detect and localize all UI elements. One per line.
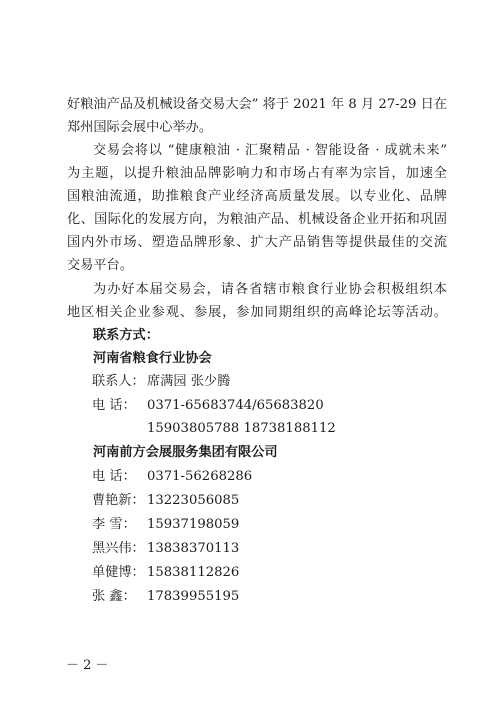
org2-row-value: 15838112826 — [147, 565, 240, 580]
body-line-9: 为办好本届交易会，请各省辖市粮食行业协会积极组织本 — [93, 282, 447, 297]
org2-row-value: 0371-56268286 — [147, 469, 253, 484]
org2-row — [92, 469, 252, 485]
org2-row-label: 单健博： — [92, 565, 145, 580]
org2-name: 河南前方会展服务集团有限公司 — [93, 445, 278, 460]
org1-phone-label: 电 话： — [92, 398, 136, 413]
org2-row-label: 黑兴伟： — [92, 541, 145, 556]
org2-row-label: 张 鑫： — [92, 589, 136, 604]
org2-row-label: 电 话： — [92, 469, 136, 484]
org2-row — [92, 517, 239, 533]
org2-row — [92, 565, 239, 581]
org1-person-row — [92, 374, 230, 390]
body-line-2: 郑州国际会展中心举办。 — [67, 120, 213, 135]
contact-heading: 联系方式： — [93, 328, 159, 343]
org2-row-value: 13838370113 — [147, 541, 240, 556]
page-number: － 2 － — [66, 658, 109, 673]
body-line-8: 交易平台。 — [67, 258, 133, 273]
org2-row — [92, 541, 239, 557]
body-line-10: 地区相关企业参观、参展，参加同期组织的高峰论坛等活动。 — [67, 305, 447, 320]
org2-row — [92, 589, 239, 605]
body-line-1: 好粮油产品及机械设备交易大会” 将于 2021 年 8 月 27-29 日在 — [67, 97, 447, 112]
org2-row-value: 13223056085 — [147, 493, 240, 508]
body-line-6: 化、国际化的发展方向，为粮油产品、机械设备企业开拓和巩固 — [67, 212, 447, 227]
org1-phone-row — [92, 398, 324, 414]
org2-row-value: 15937198059 — [147, 517, 240, 532]
body-line-7: 国内外市场、塑造品牌形象、扩大产品销售等提供最佳的交流 — [67, 235, 447, 250]
org1-person-label: 联系人： — [92, 374, 145, 389]
org2-row-label: 李 雪： — [92, 517, 136, 532]
org1-phone-value: 0371-65683744/65683820 — [147, 398, 324, 413]
body-line-5: 国粮油流通，助推粮食产业经济高质量发展。以专业化、品牌 — [67, 189, 447, 204]
org1-name: 河南省粮食行业协会 — [93, 351, 212, 366]
org2-row-value: 17839955195 — [147, 589, 240, 604]
org2-row-label: 曹艳新： — [92, 493, 145, 508]
org1-person-value: 席满园 张少腾 — [147, 374, 231, 389]
body-line-3: 交易会将以 “健康粮油 · 汇聚精品 · 智能设备 · 成就未来” — [93, 143, 447, 158]
org2-row — [92, 493, 239, 509]
org1-phone-value-2: 15903805788 18738188112 — [147, 421, 336, 436]
body-line-4: 为主题，以提升粮油品牌影响力和市场占有率为宗旨，加速全 — [67, 166, 447, 181]
